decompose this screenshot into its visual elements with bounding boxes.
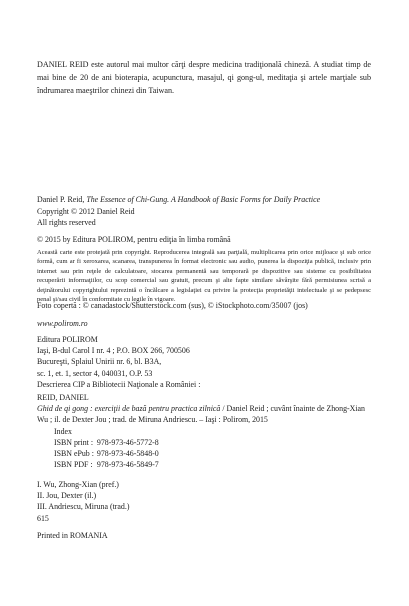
address-line: Editura POLIROM <box>37 335 98 344</box>
printed-in: Printed in ROMANIA <box>37 531 108 540</box>
original-title-line <box>37 194 371 205</box>
publisher-website: www.polirom.ro <box>37 319 88 328</box>
address-line: sc. 1, et. 1, sector 4, 040031, O.P. 53 <box>37 368 153 378</box>
cip-index-label: Index <box>54 426 72 436</box>
isbn-list <box>54 437 162 471</box>
cip-record <box>37 392 371 437</box>
original-title: The Essence of Chi-Gung. A Handbook of Basic Forms for Daily Practice <box>86 195 321 204</box>
address-line: Iaşi, B-dul Carol I nr. 4 ; P.O. BOX 266, 700506 <box>37 346 190 356</box>
address-line: Bucureşti, Splaiul Unirii nr. 6, bl. B3A, <box>37 357 162 367</box>
author-bio: DANIEL REID este autorul mai multor cărţi despre medicina tradiţională chineză. A studiat timp de mai bine de 20 de ani bioterapia, acupunctura, masajul, qi gong-ul, meditaţia şi artele marţiale sub îndrumarea maeştrilor chinezi din Taiwan. <box>37 60 371 96</box>
cip-book-title: Ghid de qi gong : exerciţii de bază pentru practica zilnică <box>37 404 221 414</box>
isbn-row <box>54 459 162 470</box>
legal-notice: Această carte este protejată prin copyright. Reproducerea integrală sau parţială, multiplicarea prin orice mijloace şi sub orice formă, cum ar fi xeroxarea, scanarea, transpunerea în format electronic sau audio, punerea la dispoziţia publică, inclusiv prin internet sau prin reţele de calculatoare, stocarea permanentă sau temporară pe dispozitive sau sisteme cu posibilitatea recuperării informaţiilor, cu scop comercial sau gratuit, precum şi alte fapte similare săvârşite fără permisiunea scrisă a deţinătorului copyrightului reprezintă o încălcare a legislaţiei cu privire la protecţia proprietăţii intelectuale şi se pedepsesc penal şi/sau civil în conformitate cu legile în vigoare. <box>37 249 371 304</box>
isbn-row <box>54 437 162 448</box>
publisher-address <box>37 334 371 379</box>
index-entry: III. Andriescu, Miruna (trad.) <box>37 502 130 512</box>
cip-heading: Descrierea CIP a Bibliotecii Naţionale a României : <box>37 380 201 389</box>
cip-author: REID, DANIEL <box>37 393 89 402</box>
copyright-line: Copyright © 2012 Daniel Reid <box>37 207 135 216</box>
original-author: Daniel P. Reid, <box>37 195 87 204</box>
isbn-value: 978-973-46-5772-8 <box>96 438 159 447</box>
isbn-label: ISBN ePub : <box>54 449 94 459</box>
photo-credit: Foto copertă : © canadastock/Shutterstock.com (sus), © iStockphoto.com/35007 (jos) <box>37 301 308 310</box>
isbn-label: ISBN print : <box>54 438 94 447</box>
publisher-copyright: © 2015 by Editura POLIROM, pentru ediţia în limba română <box>37 235 231 244</box>
cip-index-entries <box>37 479 371 513</box>
cip-description <box>37 403 371 425</box>
index-entry: II. Jou, Dexter (il.) <box>37 491 97 501</box>
isbn-label: ISBN PDF : <box>54 460 93 470</box>
index-entry: I. Wu, Zhong-Xian (pref.) <box>37 480 119 489</box>
classification-code: 615 <box>37 514 49 523</box>
isbn-value: 978-973-46-5849-7 <box>96 460 159 470</box>
rights-line: All rights reserved <box>37 218 96 227</box>
isbn-value: 978-973-46-5848-0 <box>96 449 159 459</box>
cip-book-details: / Daniel Reid ; cuvânt înainte de Zhong-Xian Wu ; il. de Dexter Jou ; trad. de Miruna Andriescu. – Iaşi : Polirom, 2015 <box>37 404 365 425</box>
isbn-row <box>54 448 162 459</box>
